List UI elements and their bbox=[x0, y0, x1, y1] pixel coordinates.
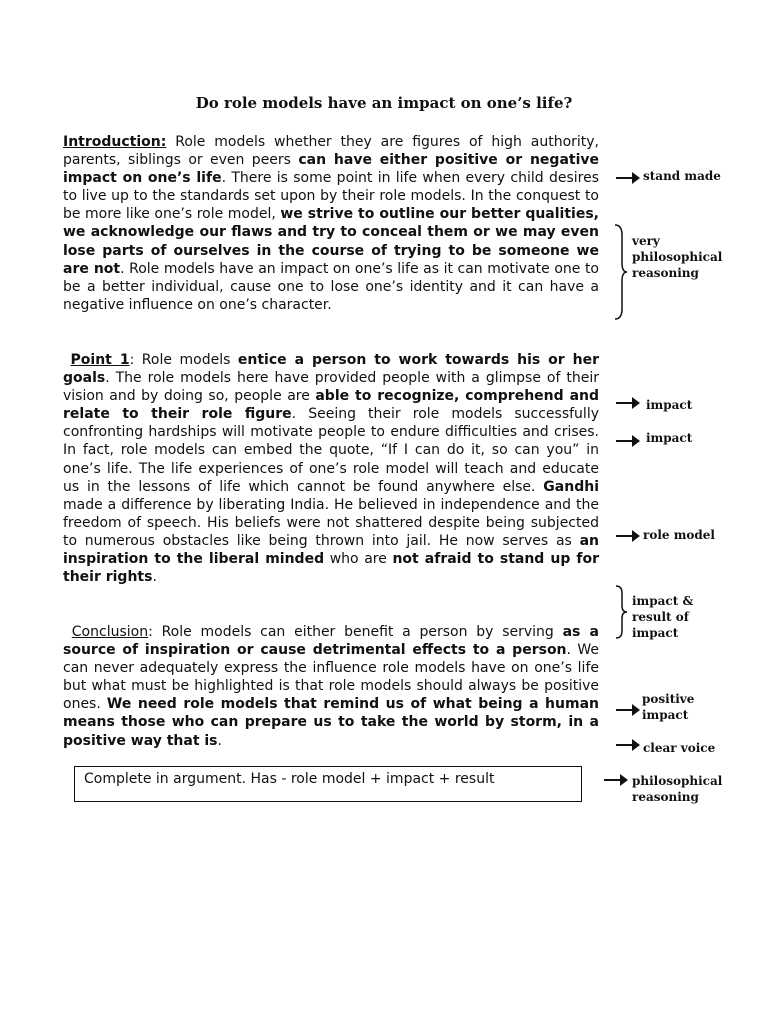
bold-run: can have either positive or negative impact on one’s life bbox=[63, 152, 599, 187]
text-run: Role models whether they are figures of high authority, parents, siblings or even peers bbox=[63, 134, 599, 169]
bold-run: we strive to outline our better qualities, we acknowledge our flaws and try to conceal them or we may even lose parts of ourselves in the course of trying to be someone we are not bbox=[63, 206, 599, 277]
bold-run: as a source of inspiration or cause detrimental effects to a person bbox=[63, 624, 599, 659]
bold-run: Gandhi bbox=[543, 478, 599, 495]
note-role-model: role model bbox=[643, 528, 715, 542]
summary-text: Complete in argument. Has - role model + impact + result bbox=[84, 771, 495, 787]
brace-icon bbox=[614, 584, 628, 640]
text-run: . We can never adequately express the influence role models have on one’s life but what must be highlighted is that role models should always be positive ones. bbox=[63, 642, 599, 713]
note-impact-result bbox=[632, 593, 693, 641]
bold-run: not afraid to stand up for their rights bbox=[63, 551, 599, 586]
text-run: : Role models bbox=[129, 352, 238, 368]
arrow-right-icon bbox=[615, 171, 641, 185]
point1-label: Point 1 bbox=[70, 352, 130, 368]
note-line: impact bbox=[642, 708, 689, 722]
arrow-right-icon bbox=[615, 396, 641, 410]
arrow-right-icon bbox=[603, 773, 629, 787]
text-run: made a difference by liberating India. He believed in independence and the freedom of speech. His beliefs were not shattered despite being subjected to numerous obstacles like being thrown into jail. He now serves as bbox=[63, 496, 599, 549]
note-clear-voice: clear voice bbox=[643, 741, 716, 755]
note-impact: impact bbox=[646, 431, 693, 445]
arrow-right-icon bbox=[615, 529, 641, 543]
note-philosophical-reasoning bbox=[632, 773, 722, 805]
bold-run: able to recognize, comprehend and relate to their role figure bbox=[63, 388, 600, 423]
brace-icon bbox=[612, 223, 628, 321]
essay-title: Do role models have an impact on one’s life? bbox=[195, 94, 573, 112]
arrow-right-icon bbox=[615, 434, 641, 448]
bold-run: We need role models that remind us of what being a human means those who can prepare us to take the world by storm, in a positive way that is bbox=[63, 696, 599, 749]
note-line: reasoning bbox=[632, 266, 699, 280]
text-run: who are bbox=[324, 551, 393, 568]
conclusion-label: Conclusion bbox=[71, 624, 149, 640]
text-run: . bbox=[217, 732, 222, 749]
note-very-philosophical bbox=[632, 233, 722, 281]
bold-run: an inspiration to the liberal minded bbox=[63, 532, 599, 568]
text-run: . The role models here have provided people with a glimpse of their vision and by doing so, people are bbox=[63, 370, 599, 405]
note-line: reasoning bbox=[632, 790, 699, 804]
note-line: result of bbox=[632, 610, 689, 624]
note-line: philosophical bbox=[632, 250, 723, 264]
note-line: impact bbox=[632, 626, 679, 640]
conclusion-paragraph bbox=[63, 623, 599, 750]
note-impact: impact bbox=[646, 398, 693, 412]
note-line: impact & bbox=[632, 594, 694, 608]
note-line: positive bbox=[642, 692, 695, 706]
text-run: . Role models have an impact on one’s life as it can motivate one to be a better individual, cause one to lose one’s identity and it can have a negative influence on one’s character. bbox=[63, 260, 599, 313]
note-stand-made: stand made bbox=[643, 169, 721, 183]
text-run: : Role models can either benefit a person by serving bbox=[148, 624, 563, 640]
arrow-right-icon bbox=[615, 703, 641, 717]
note-line: very bbox=[632, 234, 660, 248]
note-positive-impact bbox=[642, 691, 694, 723]
text-run: . Seeing their role models successfully confronting hardships will motivate people to endure difficulties and crises. In fact, role models can embed the quote, “If I can do it, so can you” in one’s life. The life experiences of one’s role model will teach and educate us in the lessons of life which cannot be found anywhere else. bbox=[63, 406, 599, 495]
text-run: . There is some point in life when every child desires to live up to the standards set upon by their role models. In the conquest to be more like one’s role model, bbox=[63, 170, 600, 223]
point1-paragraph bbox=[63, 351, 599, 586]
introduction-label: Introduction: bbox=[63, 134, 167, 150]
introduction-paragraph bbox=[63, 133, 599, 314]
bold-run: entice a person to work towards his or her goals bbox=[63, 352, 600, 387]
arrow-right-icon bbox=[615, 738, 641, 752]
summary-box bbox=[74, 766, 582, 802]
note-line: philosophical bbox=[632, 774, 723, 788]
text-run: . bbox=[152, 569, 157, 586]
